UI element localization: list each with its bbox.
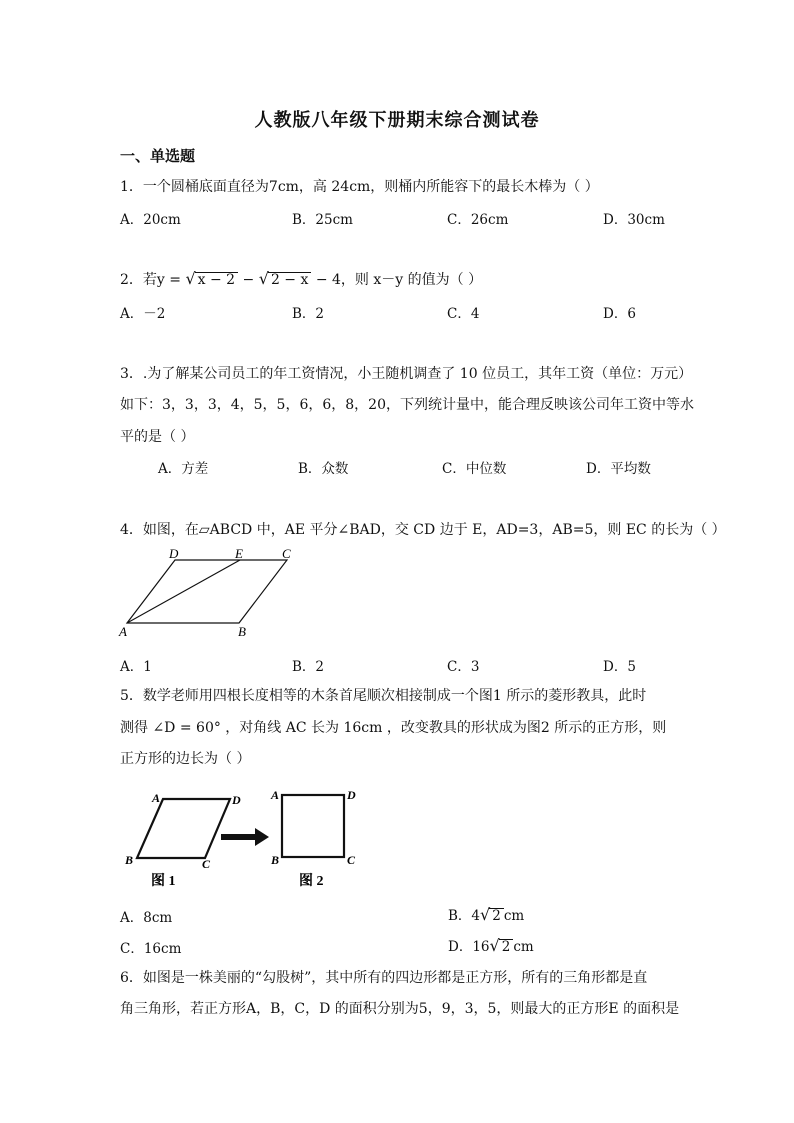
bisector-ae: [127, 560, 240, 623]
q5-option-b-radicand: 2: [489, 908, 504, 923]
radical-sign-icon: √: [258, 269, 269, 288]
fig1-caption: 图 1: [151, 874, 176, 889]
q2-option-c[interactable]: C．4: [447, 306, 480, 322]
question-6-line-1: 6．如图是一株美丽的“勾股树”，其中所有的四边形都是正方形，所有的三角形都是直: [120, 970, 648, 986]
question-4-text: 4．如图，在▱ABCD 中，AE 平分∠BAD，交 CD 边于 E，AD=3，AB=5，则 EC 的长为（ ）: [120, 522, 726, 538]
question-6-line-2: 角三角形，若正方形A，B，C，D 的面积分别为5，9，3，5，则最大的正方形E 的面积是: [120, 1001, 680, 1017]
question-5-line-1: 5．数学老师用四根长度相等的木条首尾顺次相接制成一个图1 所示的菱形教具，此时: [120, 688, 647, 704]
q4-option-b[interactable]: B．2: [292, 659, 325, 675]
radical-sign-icon: √: [185, 269, 196, 288]
label-b: B: [238, 624, 246, 639]
label-e: E: [235, 548, 243, 561]
question-5-line-3: 正方形的边长为（ ）: [120, 751, 251, 767]
fig1-label-b: B: [125, 853, 134, 867]
q2-radicand-2: 2 − x: [268, 272, 311, 287]
q3-option-a[interactable]: A．方差: [158, 461, 209, 477]
rhombus-figure-1: [137, 799, 230, 858]
q5-option-b-coef: B．4: [448, 908, 481, 924]
arrow-right-icon: [221, 828, 269, 846]
q5-option-d-coef: D．16: [448, 939, 490, 955]
q1-option-a[interactable]: A．20cm: [120, 212, 181, 228]
q4-option-d[interactable]: D．5: [603, 659, 636, 675]
fig1-label-d: D: [232, 793, 241, 807]
question-3-line-2: 如下：3，3，3，4，5，5，6，6，8，20，下列统计量中，能合理反映该公司年工资中等水: [120, 397, 694, 413]
q5-option-d[interactable]: [448, 935, 534, 955]
q4-option-a[interactable]: A．1: [120, 659, 152, 675]
q1-option-b[interactable]: B．25cm: [292, 212, 353, 228]
fig2-label-b: B: [271, 853, 280, 867]
q2-option-d[interactable]: D．6: [603, 306, 636, 322]
q2-option-b[interactable]: B．2: [292, 306, 325, 322]
fig2-label-a: A: [271, 788, 280, 802]
q2-minus: −: [238, 272, 259, 288]
rhombus-to-square-figure: [115, 784, 385, 894]
page-title: 人教版八年级下册期末综合测试卷: [254, 110, 540, 131]
question-2-text: [120, 269, 482, 289]
fig2-label-c: C: [347, 853, 356, 867]
parallelogram-abcd: [127, 560, 287, 623]
q5-option-c[interactable]: C．16cm: [120, 941, 182, 957]
radical-sign-icon: √: [489, 936, 500, 955]
fig1-label-a: A: [152, 791, 161, 805]
q1-option-c[interactable]: C．26cm: [447, 212, 509, 228]
q5-option-b-unit: cm: [503, 908, 525, 924]
q3-option-b[interactable]: B．众数: [298, 461, 349, 477]
question-1-text: 1．一个圆桶底面直径为7cm，高 24cm，则桶内所能容下的最长木棒为（ ）: [120, 179, 599, 195]
q2-radicand-1: x − 2: [195, 272, 238, 287]
section-heading: 一、单选题: [120, 147, 196, 165]
q5-option-d-radicand: 2: [499, 939, 514, 954]
q2-prefix: 2．若y =: [120, 272, 186, 288]
radical-sign-icon: √: [480, 905, 491, 924]
question-3-line-1: 3．.为了解某公司员工的年工资情况，小王随机调查了 10 位员工，其年工资（单位：万元）: [120, 366, 693, 382]
q5-option-b[interactable]: [448, 904, 524, 924]
fig1-label-c: C: [202, 857, 211, 871]
q1-option-d[interactable]: D．30cm: [603, 212, 665, 228]
square-figure-2: [282, 795, 344, 857]
parallelogram-figure: [112, 548, 312, 643]
q5-option-d-unit: cm: [513, 939, 534, 955]
q2-option-a[interactable]: A．－2: [120, 306, 166, 322]
q3-option-d[interactable]: D．平均数: [586, 461, 651, 477]
q3-option-c[interactable]: C．中位数: [442, 461, 507, 477]
question-5-line-2: 测得 ∠D = 60° ，对角线 AC 长为 16cm ，改变教具的形状成为图2 所示的正方形，则: [120, 720, 667, 736]
q2-suffix: − 4，则 x－y 的值为（ ）: [311, 272, 483, 288]
fig2-caption: 图 2: [299, 874, 324, 889]
label-d: D: [169, 548, 179, 561]
q4-option-c[interactable]: C．3: [447, 659, 480, 675]
label-a: A: [119, 624, 127, 639]
label-c: C: [282, 548, 291, 561]
fig2-label-d: D: [347, 788, 356, 802]
question-3-line-3: 平的是（ ）: [120, 429, 195, 445]
q5-option-a[interactable]: A．8cm: [120, 910, 173, 926]
